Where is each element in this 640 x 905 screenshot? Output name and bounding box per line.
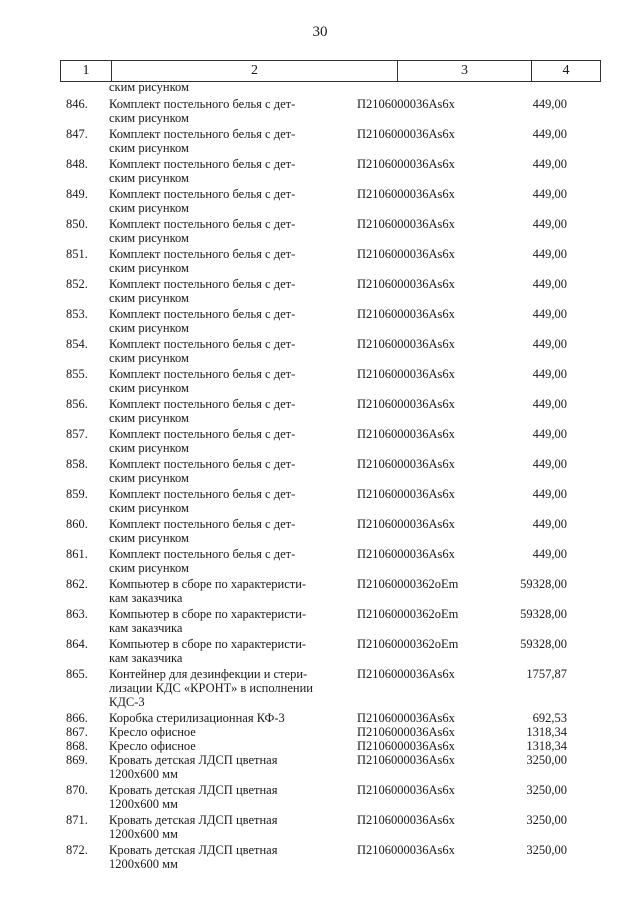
item-price: 449,00 (532, 97, 567, 111)
item-price: 3250,00 (526, 813, 567, 827)
item-name (109, 667, 344, 709)
item-name-line: ским рисунком (109, 471, 189, 485)
item-name-line: Комплект постельного белья с дет- (109, 247, 296, 261)
row-number: 864. (66, 637, 88, 651)
item-name-line: ским рисунком (109, 141, 189, 155)
item-price: 449,00 (532, 157, 567, 171)
item-price: 449,00 (532, 247, 567, 261)
item-name-line: Контейнер для дезинфекции и стери- (109, 667, 308, 681)
item-name-line: Комплект постельного белья с дет- (109, 427, 296, 441)
row-number: 856. (66, 397, 88, 411)
item-name-line: ским рисунком (109, 381, 189, 395)
page-number: 30 (312, 24, 328, 40)
item-price: 449,00 (532, 217, 567, 231)
row-number: 857. (66, 427, 88, 441)
carry-over-text: ским рисунком (109, 80, 189, 94)
item-code: П2106000036Аs6x (357, 667, 455, 681)
item-price: 449,00 (532, 517, 567, 531)
row-number: 867. (66, 725, 88, 739)
item-name (109, 337, 344, 365)
item-name-line: 1200х600 мм (109, 767, 178, 781)
item-code: П2106000036Аs6x (357, 783, 455, 797)
row-number: 870. (66, 783, 88, 797)
row-number: 861. (66, 547, 88, 561)
item-name-line: ским рисунком (109, 291, 189, 305)
row-number: 853. (66, 307, 88, 321)
item-price: 449,00 (532, 307, 567, 321)
row-number: 869. (66, 753, 88, 767)
item-name-line: ским рисунком (109, 231, 189, 245)
item-name-line: Комплект постельного белья с дет- (109, 367, 296, 381)
item-code: П2106000036Аs6x (357, 457, 455, 471)
item-name-line: Комплект постельного белья с дет- (109, 127, 296, 141)
item-name-line: ским рисунком (109, 111, 189, 125)
row-number: 863. (66, 607, 88, 621)
item-code: П21060000362оЕm (357, 577, 459, 591)
item-code: П2106000036Аs6x (357, 307, 455, 321)
row-number: 872. (66, 843, 88, 857)
item-name-line: Комплект постельного белья с дет- (109, 277, 296, 291)
item-name-line: КДС-3 (109, 695, 145, 709)
item-name (109, 187, 344, 215)
item-name (109, 637, 344, 665)
item-code: П2106000036Аs6x (357, 397, 455, 411)
item-code: П2106000036Аs6x (357, 813, 455, 827)
item-name (109, 277, 344, 305)
item-name-line: ским рисунком (109, 321, 189, 335)
item-price: 1757,87 (526, 667, 567, 681)
table-header (60, 60, 601, 82)
item-code: П2106000036Аs6x (357, 725, 455, 739)
item-name (109, 367, 344, 395)
item-code: П2106000036Аs6x (357, 127, 455, 141)
item-name (109, 843, 344, 871)
item-name (109, 813, 344, 841)
item-code: П2106000036Аs6x (357, 843, 455, 857)
item-name (109, 753, 344, 781)
row-number: 859. (66, 487, 88, 501)
item-name (109, 607, 344, 635)
item-price: 449,00 (532, 337, 567, 351)
row-number: 849. (66, 187, 88, 201)
item-price: 3250,00 (526, 783, 567, 797)
item-price: 449,00 (532, 427, 567, 441)
item-price: 449,00 (532, 457, 567, 471)
item-name (109, 487, 344, 515)
row-number: 860. (66, 517, 88, 531)
item-name-line: Кровать детская ЛДСП цветная (109, 813, 278, 827)
item-price: 449,00 (532, 397, 567, 411)
item-name-line: Компьютер в сборе по характеристи- (109, 637, 307, 651)
item-name-line: Комплект постельного белья с дет- (109, 517, 296, 531)
item-price: 449,00 (532, 487, 567, 501)
item-code: П21060000362оЕm (357, 607, 459, 621)
item-name (109, 725, 344, 739)
row-number: 847. (66, 127, 88, 141)
item-code: П2106000036Аs6x (357, 367, 455, 381)
item-code: П2106000036Аs6x (357, 711, 455, 725)
item-name-line: Комплект постельного белья с дет- (109, 97, 296, 111)
row-number: 865. (66, 667, 88, 681)
item-price: 449,00 (532, 367, 567, 381)
row-number: 851. (66, 247, 88, 261)
item-name-line: ским рисунком (109, 411, 189, 425)
item-name-line: Комплект постельного белья с дет- (109, 547, 296, 561)
row-number: 848. (66, 157, 88, 171)
item-name-line: ским рисунком (109, 201, 189, 215)
item-name (109, 783, 344, 811)
header-col-2: 2 (112, 61, 398, 81)
item-name-line: Компьютер в сборе по характеристи- (109, 577, 307, 591)
item-code: П2106000036Аs6x (357, 517, 455, 531)
item-name (109, 127, 344, 155)
item-name-line: 1200х600 мм (109, 857, 178, 871)
item-name (109, 547, 344, 575)
item-price: 1318,34 (526, 725, 567, 739)
item-price: 1318,34 (526, 739, 567, 753)
item-code: П2106000036Аs6x (357, 277, 455, 291)
item-name-line: ским рисунком (109, 261, 189, 275)
row-number: 858. (66, 457, 88, 471)
item-name-line: Кресло офисное (109, 739, 196, 753)
row-number: 854. (66, 337, 88, 351)
item-price: 59328,00 (520, 637, 567, 651)
item-price: 449,00 (532, 547, 567, 561)
item-code: П2106000036Аs6x (357, 97, 455, 111)
item-price: 449,00 (532, 277, 567, 291)
item-name (109, 397, 344, 425)
item-name (109, 157, 344, 185)
item-name (109, 577, 344, 605)
item-code: П2106000036Аs6x (357, 739, 455, 753)
item-name-line: Комплект постельного белья с дет- (109, 397, 296, 411)
row-number: 862. (66, 577, 88, 591)
item-code: П2106000036Аs6x (357, 187, 455, 201)
item-code: П2106000036Аs6x (357, 337, 455, 351)
item-name-line: Кресло офисное (109, 725, 196, 739)
item-name (109, 97, 344, 125)
item-name-line: 1200х600 мм (109, 827, 178, 841)
item-name-line: Кровать детская ЛДСП цветная (109, 843, 278, 857)
item-name-line: Комплект постельного белья с дет- (109, 487, 296, 501)
item-name-line: ским рисунком (109, 171, 189, 185)
row-number: 868. (66, 739, 88, 753)
item-name-line: кам заказчика (109, 621, 183, 635)
header-col-1: 1 (61, 61, 112, 81)
item-name-line: Комплект постельного белья с дет- (109, 187, 296, 201)
item-name-line: Кровать детская ЛДСП цветная (109, 753, 278, 767)
item-name (109, 517, 344, 545)
item-name-line: кам заказчика (109, 651, 183, 665)
row-number: 852. (66, 277, 88, 291)
item-name-line: Компьютер в сборе по характеристи- (109, 607, 307, 621)
row-number: 866. (66, 711, 88, 725)
item-name-line: кам заказчика (109, 591, 183, 605)
item-price: 59328,00 (520, 607, 567, 621)
item-code: П2106000036Аs6x (357, 157, 455, 171)
item-code: П2106000036Аs6x (357, 547, 455, 561)
item-code: П21060000362оЕm (357, 637, 459, 651)
item-name-line: Комплект постельного белья с дет- (109, 307, 296, 321)
item-price: 449,00 (532, 127, 567, 141)
header-col-3: 3 (398, 61, 532, 81)
header-col-4: 4 (562, 63, 570, 78)
item-name-line: лизации КДС «КРОНТ» в исполнении (109, 681, 313, 695)
item-name (109, 711, 344, 725)
item-code: П2106000036Аs6x (357, 217, 455, 231)
item-price: 3250,00 (526, 843, 567, 857)
item-name (109, 427, 344, 455)
item-name (109, 739, 344, 753)
item-name-line: ским рисунком (109, 351, 189, 365)
item-name-line: Кровать детская ЛДСП цветная (109, 783, 278, 797)
item-code: П2106000036Аs6x (357, 487, 455, 501)
item-name-line: Комплект постельного белья с дет- (109, 157, 296, 171)
row-number: 871. (66, 813, 88, 827)
item-name (109, 457, 344, 485)
item-code: П2106000036Аs6x (357, 427, 455, 441)
item-name (109, 247, 344, 275)
item-price: 449,00 (532, 187, 567, 201)
item-name-line: ским рисунком (109, 531, 189, 545)
item-code: П2106000036Аs6x (357, 753, 455, 767)
item-name-line: Коробка стерилизационная КФ-3 (109, 711, 285, 725)
item-price: 3250,00 (526, 753, 567, 767)
item-name-line: ским рисунком (109, 561, 189, 575)
item-name-line: ским рисунком (109, 501, 189, 515)
item-name-line: ским рисунком (109, 441, 189, 455)
item-name (109, 217, 344, 245)
item-name-line: Комплект постельного белья с дет- (109, 217, 296, 231)
item-name-line: 1200х600 мм (109, 797, 178, 811)
item-price: 692,53 (532, 711, 567, 725)
item-name-line: Комплект постельного белья с дет- (109, 337, 296, 351)
row-number: 855. (66, 367, 88, 381)
item-name-line: Комплект постельного белья с дет- (109, 457, 296, 471)
item-name (109, 307, 344, 335)
item-code: П2106000036Аs6x (357, 247, 455, 261)
row-number: 846. (66, 97, 88, 111)
row-number: 850. (66, 217, 88, 231)
item-price: 59328,00 (520, 577, 567, 591)
